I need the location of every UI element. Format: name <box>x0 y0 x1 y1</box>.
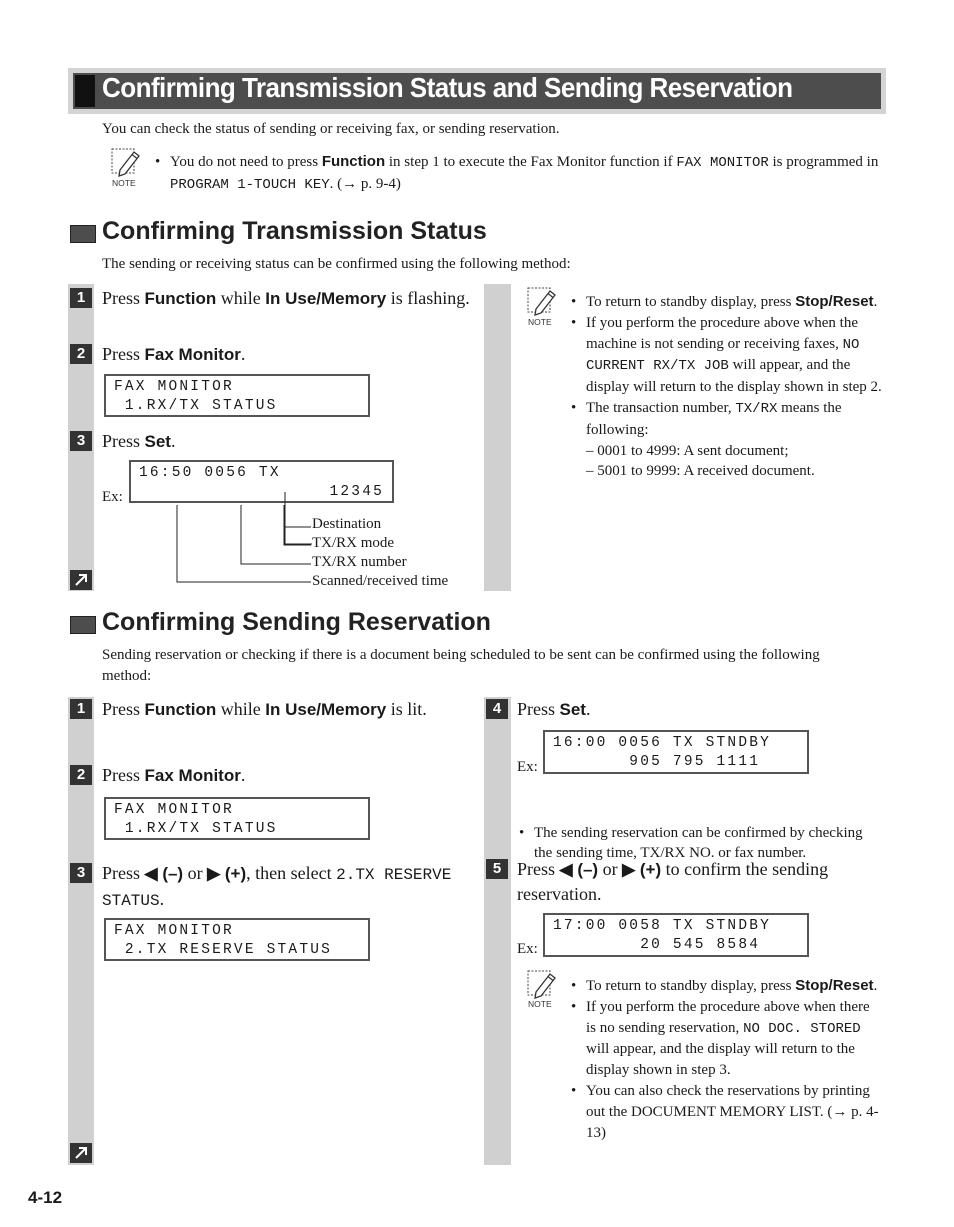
example-label: Ex: <box>517 941 538 957</box>
continue-arrow-icon <box>70 570 92 590</box>
lcd-display: FAX MONITOR 1.RX/TX STATUS <box>104 797 370 840</box>
note-bullet: • If you perform the procedure above when there is no sending reservation, NO DOC. STORED will appear, and the display will return to the display shown in step 3. <box>571 997 881 1081</box>
step-5-text: Press ◀ (–) or ▶ (+) to confirm the sending reservation. <box>517 859 829 904</box>
note-bullet: • If you perform the procedure above when the machine is not sending or receiving faxes, NO CURRENT RX/TX JOB will appear, and the display will return to the display shown in step 2. <box>571 313 885 398</box>
step-number: 5 <box>486 859 508 879</box>
lcd-display-example: 16:00 0056 TX STNDBY 905 795 1111 <box>543 730 809 774</box>
section-marker <box>70 616 96 634</box>
title-marker <box>75 75 95 107</box>
step-1-text: Press Function while In Use/Memory is flashing. <box>102 288 470 308</box>
note-detail: – 0001 to 4999: A sent document; <box>586 442 789 459</box>
top-note-text: • You do not need to press Function in step 1 to execute the Fax Monitor function if FAX MONITOR is programmed in PROGRAM 1-TOUCH KEY. (→ p. 9-4) <box>155 152 900 196</box>
section-intro: Sending reservation or checking if there is a document being scheduled to be sent can be confirmed using the following method: <box>102 647 820 684</box>
section-marker <box>70 225 96 243</box>
step-number: 2 <box>70 344 92 364</box>
lcd-display: FAX MONITOR 2.TX RESERVE STATUS <box>104 918 370 961</box>
section-title-transmission-status: Confirming Transmission Status <box>102 217 487 245</box>
page-title: Confirming Transmission Status and Sending Reservation <box>102 72 793 103</box>
lcd-display: FAX MONITOR 1.RX/TX STATUS <box>104 374 370 417</box>
note-bullet: • You can also check the reservations by printing out the DOCUMENT MEMORY LIST. (→ p. 4-13) <box>571 1081 881 1143</box>
step-3-text: Press ◀ (–) or ▶ (+), then select 2.TX RESERVE STATUS. <box>102 863 452 910</box>
step-number: 3 <box>70 863 92 883</box>
callout-label: Scanned/received time <box>312 573 449 589</box>
step-4-bullet: • The sending reservation can be confirmed by checking the sending time, TX/RX NO. or fax number. <box>519 823 879 865</box>
step-column-bar <box>484 697 511 1165</box>
section-title-sending-reservation: Confirming Sending Reservation <box>102 608 491 636</box>
step-number: 3 <box>70 431 92 451</box>
page-number: 4-12 <box>28 1188 63 1207</box>
lcd-display-example: 17:00 0058 TX STNDBY 20 545 8584 <box>543 913 809 957</box>
intro-text: You can check the status of sending or receiving fax, or sending reservation. <box>102 121 560 137</box>
step-number: 1 <box>70 288 92 308</box>
note-detail: – 5001 to 9999: A received document. <box>586 463 815 480</box>
step-number: 4 <box>486 699 508 719</box>
section1-note <box>571 292 885 482</box>
step-number: 2 <box>70 765 92 785</box>
continue-arrow-icon <box>70 1143 92 1163</box>
note-label: NOTE <box>528 317 552 327</box>
step-1-text: Press Function while In Use/Memory is lit. <box>102 699 427 719</box>
example-label: Ex: <box>517 759 538 775</box>
note-bullet: • The transaction number, TX/RX means the following: <box>571 398 885 441</box>
callout-label: TX/RX mode <box>312 535 395 551</box>
lcd-display-example: 16:50 0056 TX 12345 <box>129 460 394 503</box>
example-label: Ex: <box>102 489 123 505</box>
step-3-text: Press Set. <box>102 431 176 451</box>
note-bullet: • To return to standby display, press Stop/Reset. <box>571 976 881 997</box>
step-2-text: Press Fax Monitor. <box>102 344 246 364</box>
note-label: NOTE <box>528 999 552 1009</box>
step-4-text: Press Set. <box>517 699 591 719</box>
note-label: NOTE <box>112 178 136 188</box>
callout-label: TX/RX number <box>312 554 407 570</box>
step-2-text: Press Fax Monitor. <box>102 765 246 785</box>
step-number: 1 <box>70 699 92 719</box>
note-column-bar <box>484 284 511 591</box>
section2-note <box>571 976 881 1143</box>
callout-label: Destination <box>312 516 382 532</box>
section-intro: The sending or receiving status can be confirmed using the following method: <box>102 256 571 272</box>
note-bullet: • To return to standby display, press Stop/Reset. <box>571 292 885 313</box>
